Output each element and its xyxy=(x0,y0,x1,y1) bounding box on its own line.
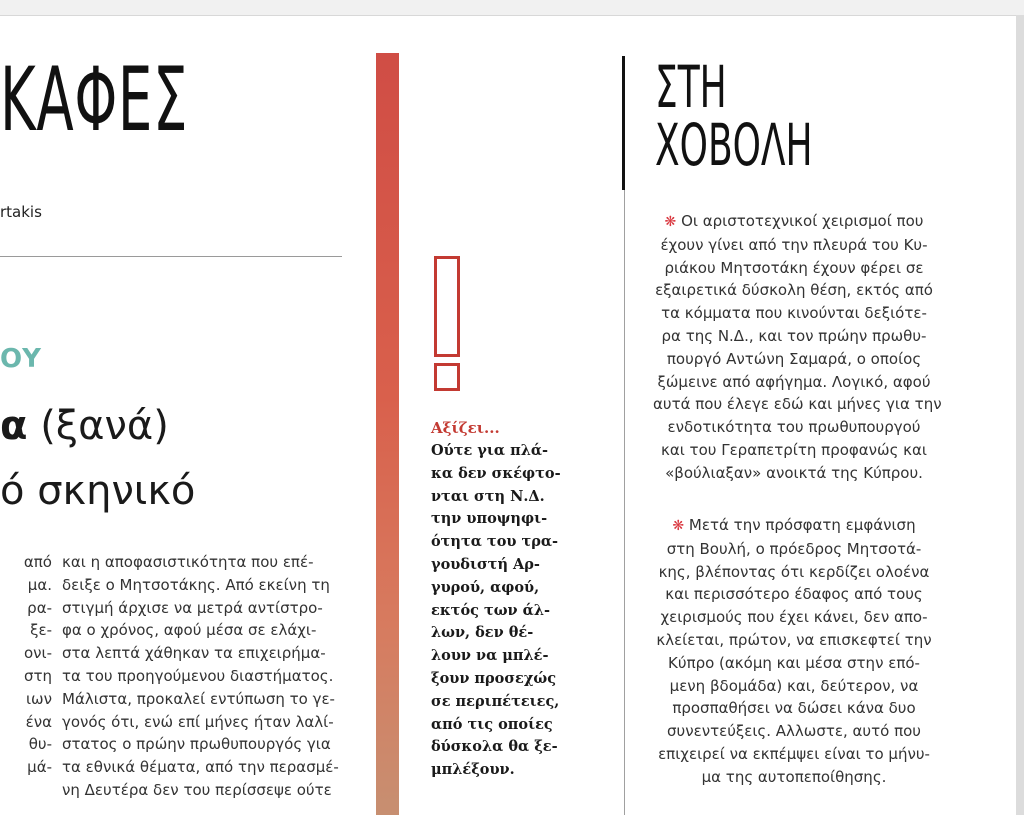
text-line: νη Δευτέρα δεν του περίσσεψε ούτε xyxy=(62,780,332,799)
sidebar-label: Αξίζει... xyxy=(431,419,500,437)
section-divider xyxy=(0,256,342,257)
text-line: τα του προηγούμενου διαστήματος. xyxy=(62,666,334,685)
body-column-2 xyxy=(62,551,344,802)
text-line: μπλέξουν. xyxy=(431,761,515,779)
text-line: ότητα του τρα- xyxy=(431,533,559,551)
text-line: σε περιπέτειες, xyxy=(431,692,560,710)
exclamation-dot-icon xyxy=(434,363,460,391)
text-line: γυρού, αφού, xyxy=(431,578,540,596)
text-line: θυ- xyxy=(28,735,52,754)
text-line: στατος ο πρώην πρωθυπουργός για xyxy=(62,735,331,754)
text-line: ξουν προσεχώς xyxy=(431,669,557,687)
text-line: μά- xyxy=(27,758,52,777)
magazine-page xyxy=(0,16,1016,815)
bullet-star-icon: ❋ xyxy=(672,518,685,534)
gradient-accent-bar xyxy=(376,53,399,815)
subhead-rest-part: (ξανά) xyxy=(27,403,169,449)
body-column-1 xyxy=(0,551,52,779)
text-line: λων, δεν θέ- xyxy=(431,624,534,642)
text-line: κης, βλέποντας ότι κερδίζει ολοένα xyxy=(658,562,930,581)
text-line: μα της αυτοπεποίθησης. xyxy=(701,767,887,786)
text-line: Ούτε για πλά- xyxy=(431,442,549,459)
text-line: νται στη Ν.Δ. xyxy=(431,487,545,505)
text-line: ρα της Ν.Δ., και τον πρώην πρωθυ- xyxy=(661,326,927,345)
text-line: εξαιρετικά δύσκολη θέση, εκτός από xyxy=(655,281,933,300)
viewer-top-bar xyxy=(0,0,1024,16)
text-line: και του Γεραπετρίτη προφανώς και xyxy=(660,440,927,459)
text-line: ξε- xyxy=(30,621,52,640)
title-rule xyxy=(622,56,625,190)
paragraph-1 xyxy=(653,210,942,485)
text-line: γουδιστή Αρ- xyxy=(431,555,540,573)
article-subhead-line1 xyxy=(0,403,169,449)
viewer-right-edge xyxy=(1016,15,1024,815)
text-line: δειξε ο Μητσοτάκης. Από εκείνη τη xyxy=(62,575,330,594)
text-line: στη xyxy=(23,666,52,685)
text-line: την υποψηφι- xyxy=(431,510,548,528)
text-line: ονι- xyxy=(23,644,52,663)
left-headline: ΚΑΦΕΣ xyxy=(0,48,189,151)
text-line: στιγμή άρχισε να μετρά αντίστρο- xyxy=(62,598,323,617)
text-line: τα εθνικά θέματα, από την περασμέ- xyxy=(62,758,339,777)
text-line: ριάκου Μητσοτάκη έχουν φέρει σε xyxy=(664,258,924,277)
text-line: επιχειρεί να εκπέμψει είναι το μήνυ- xyxy=(658,744,930,763)
text-line: τα κόμματα που κινούνται δεξιότε- xyxy=(661,304,927,323)
text-line-content: Οι αριστοτεχνικοί χειρισμοί που xyxy=(681,212,924,230)
text-line: Μάλιστα, προκαλεί εντύπωση το γε- xyxy=(62,689,335,708)
column-rule xyxy=(624,190,625,815)
text-line xyxy=(653,514,935,538)
text-line: ξώμεινε από αφήγημα. Λογικό, αφού xyxy=(657,372,931,391)
section-kicker: ΟΥ xyxy=(0,344,41,374)
text-line: στα λεπτά χάθηκαν τα επιχειρήμα- xyxy=(62,644,326,663)
text-line: και περισσότερο έδαφος από τους xyxy=(665,585,923,604)
text-line: δύσκολα θα ξε- xyxy=(431,738,558,756)
text-line: πουργό Αντώνη Σαμαρά, ο οποίος xyxy=(666,349,922,368)
text-line: φα ο χρόνος, αφού μέσα σε ελάχι- xyxy=(62,621,317,640)
text-line: ιων xyxy=(25,689,52,708)
text-line: αυτά που έλεγε εδώ και μήνες για την xyxy=(653,395,942,414)
text-line: στη Βουλή, ο πρόεδρος Μητσοτά- xyxy=(666,539,922,558)
text-line: μα. xyxy=(27,575,52,594)
text-line-content: Μετά την πρόσφατη εμφάνιση xyxy=(688,516,916,534)
text-line: από xyxy=(23,553,52,571)
right-title-line2: ΧΟΒΟΛΗ xyxy=(655,111,813,179)
text-line: ένα xyxy=(25,712,52,731)
text-line xyxy=(653,210,935,234)
author-byline: rtakis xyxy=(0,203,42,221)
text-line: ρα- xyxy=(27,598,52,617)
right-title-line1: ΣΤΗ xyxy=(655,53,727,121)
text-line: και η αποφασιστικότητα που επέ- xyxy=(62,553,314,571)
text-line: συνεντεύξεις. Αλλωστε, αυτό που xyxy=(667,722,921,741)
text-line: Κύπρο (ακόμη και μέσα στην επό- xyxy=(668,653,920,672)
text-line: χειρισμούς που έχει κάνει, δεν απο- xyxy=(660,608,928,627)
text-line: λουν να μπλέ- xyxy=(431,647,549,665)
text-line: κα δεν σκέφτο- xyxy=(431,464,561,482)
text-line: γονός ότι, ενώ επί μήνες ήταν λαλί- xyxy=(62,712,334,731)
text-line: προσπαθήσει να δώσει κάνα δυο xyxy=(672,699,916,718)
text-line: μενη βδομάδα) και, δεύτερον, να xyxy=(669,676,919,695)
subhead-bold-part: α xyxy=(0,403,28,449)
exclamation-icon xyxy=(434,256,460,357)
text-line: «βούλιαξαν» ανοικτά της Κύπρου. xyxy=(665,463,923,482)
paragraph-2 xyxy=(653,514,935,789)
text-line: έχουν γίνει από την πλευρά του Κυ- xyxy=(660,235,928,254)
sidebar-text xyxy=(431,440,591,782)
text-line: από τις οποίες xyxy=(431,715,553,733)
text-line: εκτός των άλ- xyxy=(431,601,551,619)
text-line: κλείεται, πρώτον, να επισκεφτεί την xyxy=(656,630,932,649)
article-subhead-line2: ό σκηνικό xyxy=(0,468,196,514)
bullet-star-icon: ❋ xyxy=(664,214,677,230)
text-line: ενδοτικότητα του πρωθυπουργού xyxy=(667,418,921,437)
